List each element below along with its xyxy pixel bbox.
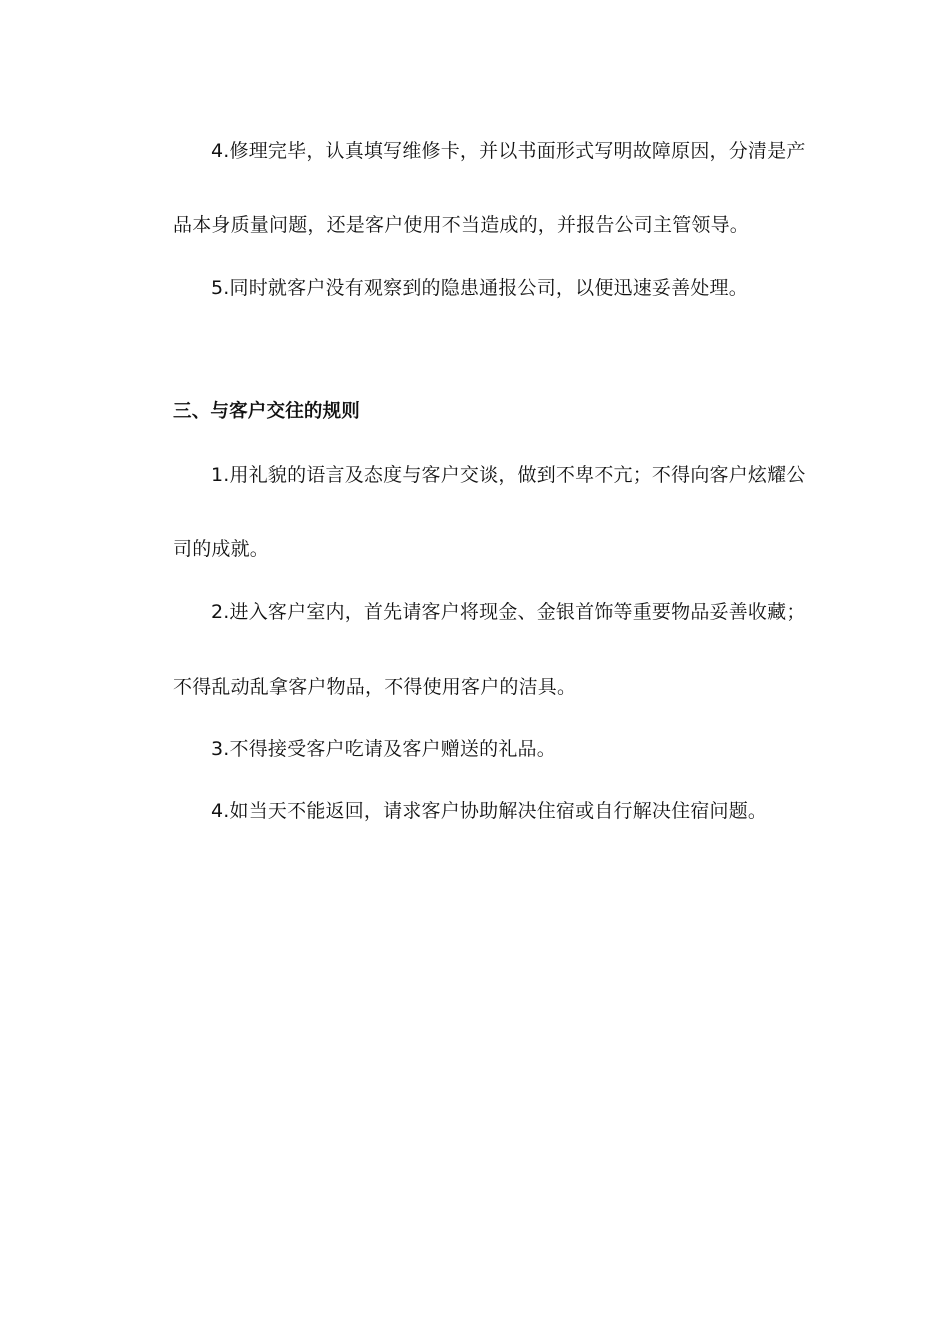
rule-3: 3.不得接受客户吃请及客户赠送的礼品。 [211, 738, 556, 760]
section-three-heading: 三、与客户交往的规则 [173, 401, 361, 422]
rule-2-line-2: 不得乱动乱拿客户物品，不得使用客户的洁具。 [173, 676, 577, 698]
rule-4: 4.如当天不能返回，请求客户协助解决住宿或自行解决住宿问题。 [211, 800, 768, 822]
item-4-line-1: 4.修理完毕，认真填写维修卡，并以书面形式写明故障原因，分清是产 [211, 140, 806, 162]
item-5: 5.同时就客户没有观察到的隐患通报公司，以便迅速妥善处理。 [211, 277, 748, 299]
item-4-line-2: 品本身质量问题，还是客户使用不当造成的，并报告公司主管领导。 [173, 214, 750, 236]
rule-2-line-1: 2.进入客户室内，首先请客户将现金、金银首饰等重要物品妥善收藏； [211, 601, 806, 623]
rule-1-line-1: 1.用礼貌的语言及态度与客户交谈，做到不卑不亢；不得向客户炫耀公 [211, 464, 806, 486]
rule-1-line-2: 司的成就。 [173, 538, 270, 560]
